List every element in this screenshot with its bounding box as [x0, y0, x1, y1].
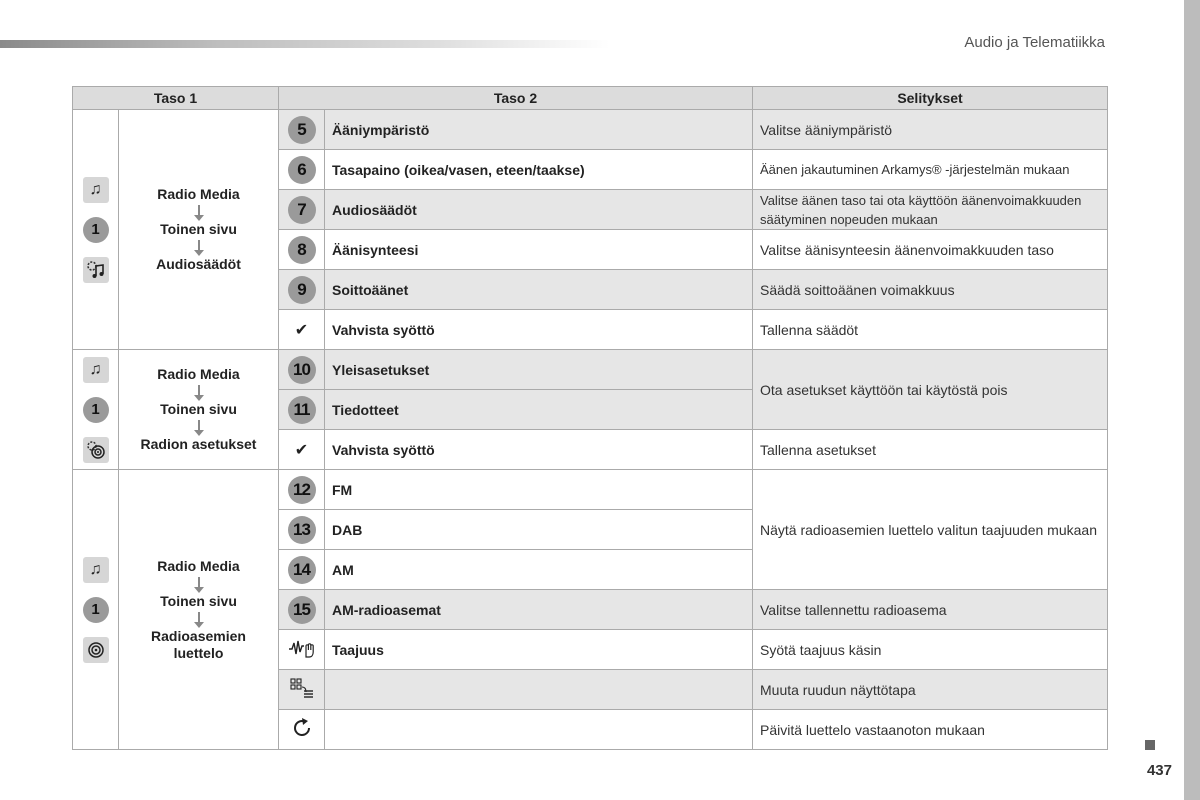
setting-description: Valitse ääniympäristö [753, 110, 1108, 150]
setting-label: AM-radioasemat [325, 590, 753, 630]
music-note-icon: ♫ [83, 357, 109, 383]
setting-label: Vahvista syöttö [325, 310, 753, 350]
step-number-badge: 1 [83, 217, 109, 243]
setting-label: Tasapaino (oikea/vasen, eteen/taakse) [325, 150, 753, 190]
table-row [73, 470, 1108, 510]
group3-path [119, 470, 279, 750]
setting-description: Valitse äänen taso tai ota käyttöön äänenvoimakkuuden säätyminen nopeuden mukaan [753, 190, 1108, 230]
setting-label: Soittoäänet [325, 270, 753, 310]
number-badge: 14 [288, 556, 316, 584]
arrow-down-icon [198, 612, 200, 624]
page-header-title: Audio ja Telematiikka [964, 34, 1105, 51]
path-step: Audiosäädöt [156, 256, 241, 272]
setting-description: Valitse tallennettu radioasema [753, 590, 1108, 630]
number-badge: 6 [288, 156, 316, 184]
music-note-icon: ♫ [83, 557, 109, 583]
number-badge: 13 [288, 516, 316, 544]
setting-label: Taajuus [325, 630, 753, 670]
path-step: Toinen sivu [160, 592, 237, 609]
setting-description: Ota asetukset käyttöön tai käytöstä pois [753, 350, 1108, 430]
header-selitykset: Selitykset [753, 87, 1108, 110]
path-step: Toinen sivu [160, 221, 237, 237]
number-badge: 5 [288, 116, 316, 144]
group2-icons [73, 350, 119, 470]
setting-label: FM [325, 470, 753, 510]
setting-description: Valitse äänisynteesin äänenvoimakkuuden taso [753, 230, 1108, 270]
radio-icon [83, 637, 109, 663]
page-edge-strip [1184, 0, 1200, 800]
path-step: Radio Media [157, 366, 240, 382]
setting-label: Tiedotteet [325, 390, 753, 430]
group3-icons [73, 470, 119, 750]
setting-description: Säädä soittoäänen voimakkuus [753, 270, 1108, 310]
number-badge: 12 [288, 476, 316, 504]
display-mode-icon [289, 686, 315, 702]
setting-label: Ääniympäristö [325, 110, 753, 150]
arrow-down-icon [198, 385, 200, 397]
group1-path [119, 110, 279, 350]
table-header-row [73, 87, 1108, 110]
group1-icons [73, 110, 119, 350]
checkmark-icon: ✔ [294, 441, 309, 459]
path-step: Toinen sivu [160, 401, 237, 417]
settings-table [72, 86, 1108, 750]
path-step: Radion asetukset [140, 436, 257, 452]
table-row [73, 110, 1108, 150]
setting-label: Vahvista syöttö [325, 430, 753, 470]
arrow-down-icon [198, 577, 200, 589]
page-marker [1145, 740, 1155, 750]
step-number-badge: 1 [83, 597, 109, 623]
decorative-header-bar [0, 40, 610, 48]
music-note-icon: ♫ [83, 177, 109, 203]
number-badge: 9 [288, 276, 316, 304]
path-step: Radioasemien luettelo [151, 627, 246, 661]
number-badge: 7 [288, 196, 316, 224]
setting-description: Syötä taajuus käsin [753, 630, 1108, 670]
sound-settings-icon [83, 257, 109, 283]
number-badge: 10 [288, 356, 316, 384]
number-badge: 8 [288, 236, 316, 264]
setting-label: Äänisynteesi [325, 230, 753, 270]
setting-label [325, 710, 753, 750]
number-badge: 15 [288, 596, 316, 624]
refresh-icon [290, 727, 314, 743]
frequency-hand-icon [288, 646, 316, 662]
setting-description: Tallenna säädöt [753, 310, 1108, 350]
setting-label [325, 670, 753, 710]
page-number: 437 [1146, 762, 1172, 779]
setting-description: Tallenna asetukset [753, 430, 1108, 470]
setting-label: AM [325, 550, 753, 590]
setting-label: Audiosäädöt [325, 190, 753, 230]
step-number-badge: 1 [83, 397, 109, 423]
header-taso-1: Taso 1 [73, 87, 279, 110]
path-step: Radio Media [157, 186, 240, 202]
path-step: Radio Media [157, 557, 240, 574]
setting-label: Yleisasetukset [325, 350, 753, 390]
number-badge: 11 [288, 396, 316, 424]
arrow-down-icon [198, 205, 200, 217]
setting-description: Näytä radioasemien luettelo valitun taajuuden mukaan [753, 470, 1108, 590]
table-row [73, 350, 1108, 390]
arrow-down-icon [198, 240, 200, 252]
group2-path [119, 350, 279, 470]
checkmark-icon: ✔ [294, 321, 309, 339]
setting-description: Päivitä luettelo vastaanoton mukaan [753, 710, 1108, 750]
header-taso-2: Taso 2 [279, 87, 753, 110]
arrow-down-icon [198, 420, 200, 432]
setting-label: DAB [325, 510, 753, 550]
setting-description: Äänen jakautuminen Arkamys® -järjestelmän mukaan [753, 150, 1108, 190]
setting-description: Muuta ruudun näyttötapa [753, 670, 1108, 710]
radio-settings-icon [83, 437, 109, 463]
